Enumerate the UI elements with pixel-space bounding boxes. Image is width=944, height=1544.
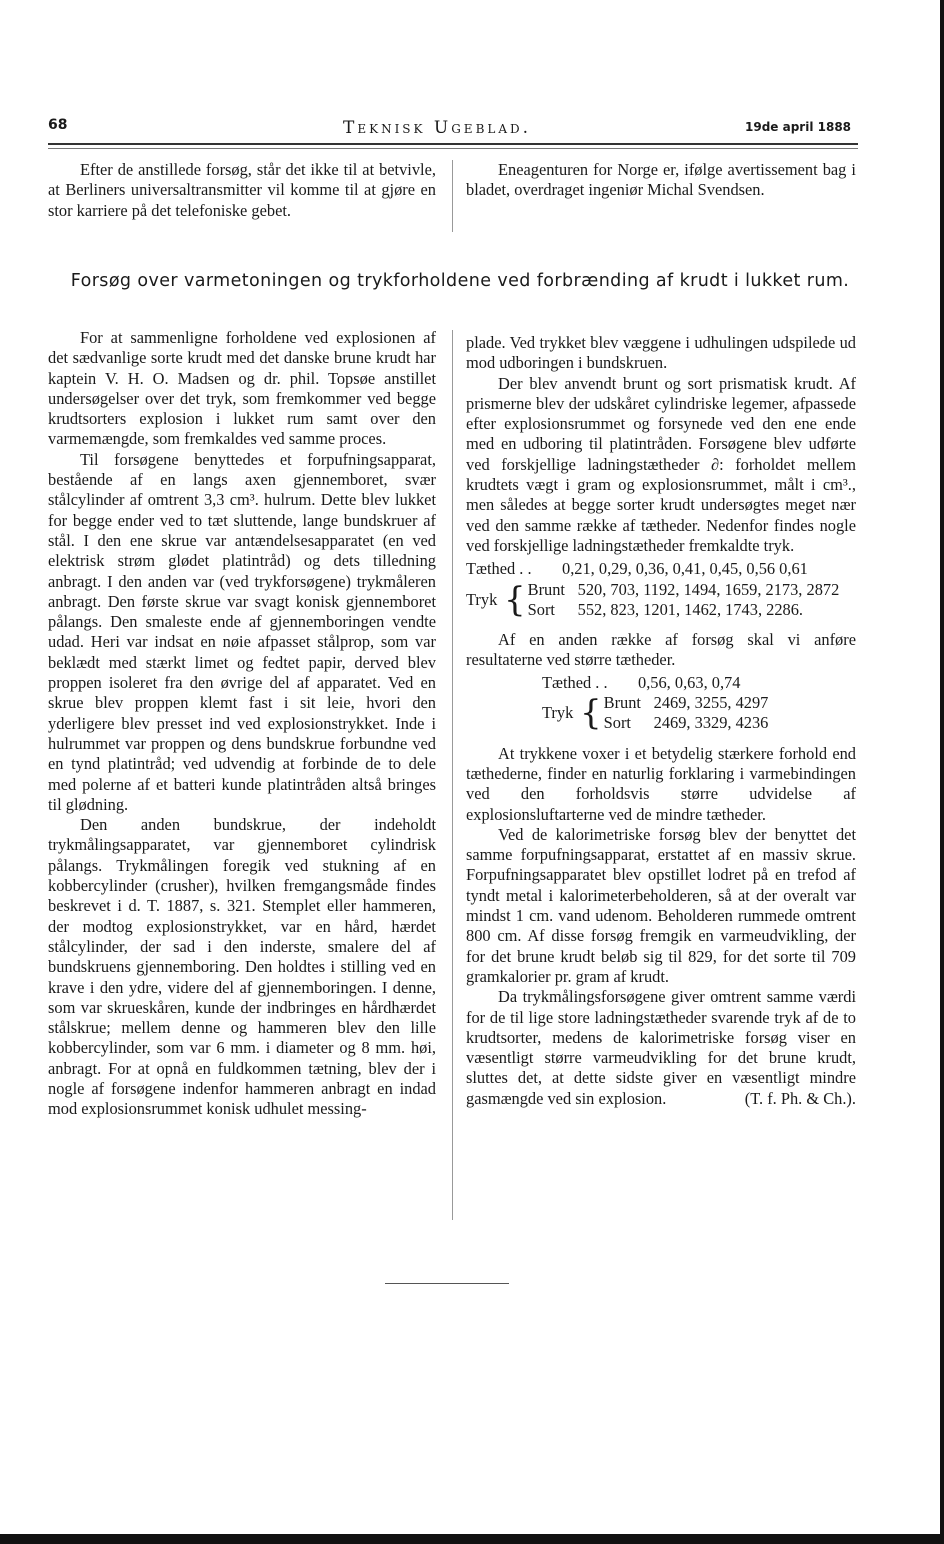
pressure-table-2 [542, 673, 856, 734]
issue-date: 19de april 1888 [745, 120, 852, 134]
tryk-label: Tryk [542, 703, 574, 723]
paragraph: Den anden bundskrue, der indeholdt trykmålingsapparatet, var gjennemboret cylindrisk pålangs. Trykmålingen foregik ved stukning af en kobbercylinder (crusher), hvilken fremgangsmåde findes beskrevet i d. T. 1887, s. 321. Stemplet eller hammeren, der modtog explosionstrykket, var en hård, hærdet stålcylinder, der sad i den inderste, smalere del af bundskruens gjennemboring. Den holdtes i stilling ved en krave i den ydre, videre del af gjennemboringen. I denne, som var skrueskåren, kunde der indbringes en hårdhærdet stålskrue; mellem denne og hammeren blev den lille kobbercylinder, som var 6 mm. i diameter og 8 mm. høi, anbragt. For at opnå en fuldkommen tætning, blev der i nogle af forsøgene indenfor hammeren anbragt en indad mod explosionsrummet konisk udhulet messing- [48, 815, 436, 1119]
paragraph: Eneagenturen for Norge er, ifølge avertissement bag i bladet, overdraget ingeniør Michal Svendsen. [466, 160, 856, 200]
scan-edge-bottom [0, 1534, 944, 1544]
paragraph: plade. Ved trykket blev væggene i udhulingen udspilede ud mod udboringen i bundskruen. [466, 333, 856, 373]
header-rule [48, 143, 858, 149]
series-values: 520, 703, 1192, 1494, 1659, 2173, 2872 [577, 579, 840, 599]
article-title: Forsøg over varmetoningen og trykforholdene ved forbrænding af krudt i lukket rum. [70, 271, 850, 291]
series-label: Brunt [603, 693, 641, 713]
density-label: Tæthed . . [466, 559, 532, 579]
series-values: 2469, 3255, 4297 [653, 693, 769, 713]
paragraph: At trykkene voxer i et betydelig stærkere forhold end tæthederne, finder en naturlig forklaring i varmebindingen ved den forholdsvis større udvidelse af explosionsluftarterne ved de mindre tætheder. [466, 743, 856, 824]
column-divider-article [452, 330, 453, 1220]
pressure-table-1 [466, 559, 856, 620]
series-label: Brunt [527, 579, 565, 599]
series-values: 2469, 3329, 4236 [653, 713, 769, 733]
density-values: 0,21, 0,29, 0,36, 0,41, 0,45, 0,56 0,61 [562, 559, 808, 579]
series-label: Sort [603, 713, 631, 733]
final-paragraph-text: Da trykmålingsforsøgene giver omtrent samme værdi for de til lige store ladningstætheder svarende tryk af de to krudtsorter, medens de kalorimetriske forsøg viser en væsentligt større varmeudvikling for det brune krudt, sluttes det, at dette sidste giver en væsentligt mindre gasmængde ved sin explosion. [466, 987, 856, 1108]
brace: { [580, 693, 602, 734]
brunt-row [528, 580, 840, 600]
series-values: 552, 823, 1201, 1462, 1743, 2286. [577, 599, 804, 619]
paragraph: Ved de kalorimetriske forsøg blev der benyttet det samme forpufningsapparat, erstattet af en massiv skrue. Forpufningsapparatet blev opstillet lodret på en trefod af tyndt metal i kalorimeterbeholderen, så at der overalt var mindst 1 cm. vand udenom. Beholderen rummede omtrent 800 cm. Af disse forsøg fremgik en varmeudvikling, der for det brune krudt beløb sig til 829, for det sorte til 709 gramkalorier pr. gram af krudt. [466, 824, 856, 986]
paragraph: Til forsøgene benyttedes et forpufningsapparat, bestående af en langs axen gjennemboret, svær stålcylinder af omtrent 3,3 cm³. hulrum. Dette blev lukket for begge ender ved to tæt sluttende, lange bundskruer af stål. I den ene skrue var antændelsesapparatet (en ved elektrisk strøm glødet platintråd) og dets tilledning anbragt. I den anden var (ved trykforsøgene) trykmåleren anbragt. Den første skrue var svagt konisk gjennemboret pålangs. Den smaleste ende af gjennemboringen vendte udad. Heri var indsat en nøie afpasset stålprop, som var beklædt med stærkt limet og fedtet papir, derved blev proppen isoleret fra den øvrige del af apparatet. Ved en skrue blev proppen klemt fast i sit leie, hvori den yderligere blev presset ind ved explosionstrykket. Inde i hulrummet var proppen og dens bundskrue forbundne ved en tynd platintråd; ved udvendig at forbinde de to dele med polerne af et batteri kunde platintråden altså bringes til glødning. [48, 449, 436, 814]
brunt-row [604, 693, 769, 713]
paragraph: Af en anden række af forsøg skal vi anføre resultaterne ved større tætheder. [466, 630, 856, 670]
pressure-series [528, 580, 840, 621]
article-end-rule [385, 1283, 509, 1284]
tryk-label: Tryk [466, 589, 498, 609]
final-paragraph [466, 987, 856, 1109]
pressure-rows [542, 693, 856, 734]
density-values: 0,56, 0,63, 0,74 [638, 672, 741, 692]
series-label: Sort [527, 599, 555, 619]
sort-row [528, 600, 840, 620]
article-right-column [466, 333, 856, 1109]
top-left-column [48, 160, 436, 221]
density-row [542, 673, 856, 693]
scan-edge-right [940, 0, 944, 1544]
pressure-series [604, 693, 769, 734]
page-number: 68 [48, 117, 68, 133]
paragraph: Der blev anvendt brunt og sort prismatisk krudt. Af prismerne blev der udskåret cylindriske legemer, afpassede efter explosionsrummet og forsynede ved den ene ende med en udboring til platintråden. Forsøgene blev udførte ved forskjellige ladningstætheder ∂: forholdet mellem krudtets vægt i gram og explosionsrummet, målt i cm³., men således at begge sorter krudt undersøgtes meget nær ved den samme række af tætheder. Nedenfor findes nogle ved forskjellige ladningstætheder fremkaldte tryk. [466, 373, 856, 555]
brace: { [504, 579, 526, 620]
top-right-column [466, 160, 856, 201]
article-left-column [48, 328, 436, 1120]
paragraph: Efter de anstillede forsøg, står det ikke til at betvivle, at Berliners universaltransmitter vil komme til at gjøre en stor karriere på det telefoniske gebet. [48, 160, 436, 220]
sort-row [604, 713, 769, 733]
column-divider-top [452, 160, 453, 232]
pressure-rows [466, 580, 856, 621]
density-row [466, 559, 856, 579]
source-signature: (T. f. Ph. & Ch.). [744, 1088, 856, 1108]
journal-title: Teknisk Ugeblad. [343, 118, 532, 138]
density-label: Tæthed . . [542, 672, 608, 692]
paragraph: For at sammenligne forholdene ved explosionen af det sædvanlige sorte krudt med det danske brune krudt har kaptein V. H. O. Madsen og dr. phil. Topsøe anstillet undersøgelser over det tryk, som fremkommer ved begge krudtsorters explosion i lukket rum samt over den varmemængde, som fremkaldes ved samme proces. [48, 328, 436, 449]
